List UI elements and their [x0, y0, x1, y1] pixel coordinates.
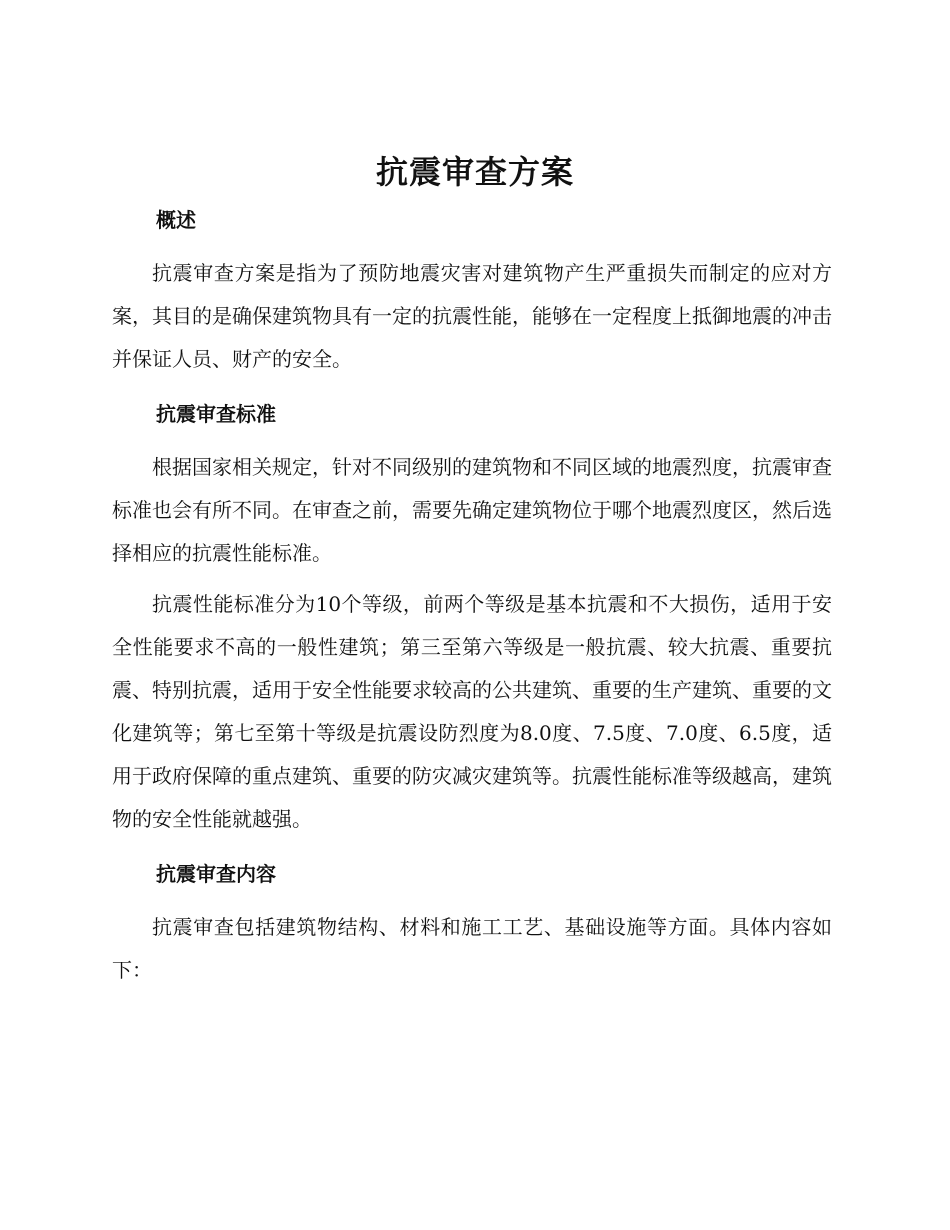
paragraph-standards-2: 抗震性能标准分为10个等级，前两个等级是基本抗震和不大损伤，适用于安全性能要求不高的一般性建筑；第三至第六等级是一般抗震、较大抗震、重要抗震、特别抗震，适用于安全性能要求较高的公共建筑、重要的生产建筑、重要的文化建筑等；第七至第十等级是抗震设防烈度为8.0度、7.5度、7.0度、6.5度，适用于政府保障的重点建筑、重要的防灾减灾建筑等。抗震性能标准等级越高，建筑物的安全性能就越强。	[112, 592, 832, 831]
section-heading-overview: 概述	[156, 208, 196, 232]
paragraph-overview: 抗震审查方案是指为了预防地震灾害对建筑物产生严重损失而制定的应对方案，其目的是确保建筑物具有一定的抗震性能，能够在一定程度上抵御地震的冲击并保证人员、财产的安全。	[112, 261, 832, 371]
paragraph-content: 抗震审查包括建筑物结构、材料和施工工艺、基础设施等方面。具体内容如下：	[112, 915, 832, 982]
paragraph-standards-1: 根据国家相关规定，针对不同级别的建筑物和不同区域的地震烈度，抗震审查标准也会有所不同。在审查之前，需要先确定建筑物位于哪个地震烈度区，然后选择相应的抗震性能标准。	[112, 455, 832, 565]
section-heading-content: 抗震审查内容	[156, 862, 276, 886]
document-title: 抗震审查方案	[375, 153, 574, 191]
section-heading-standards: 抗震审查标准	[156, 402, 276, 426]
